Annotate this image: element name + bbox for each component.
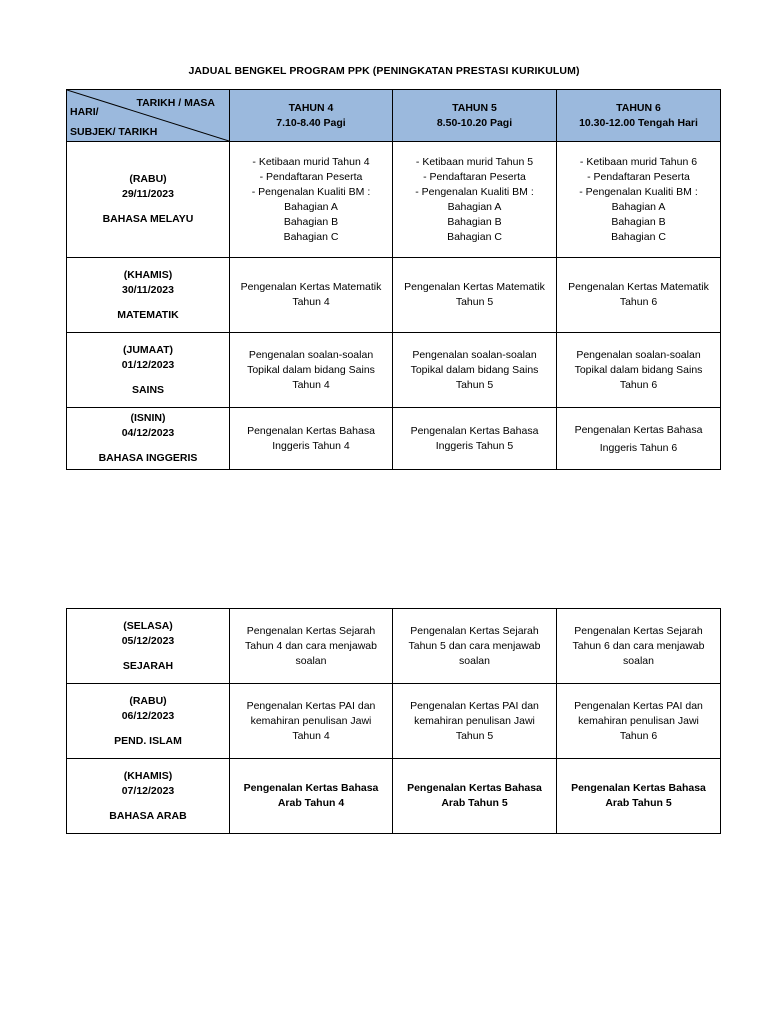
activity-cell [393,408,557,470]
activity-line: Topikal dalam bidang Sains [574,363,703,376]
date-label: 01/12/2023 [121,358,175,371]
day-label: (KHAMIS) [123,268,173,281]
corner-label-subject-date: SUBJEK/ TARIKH [70,126,158,138]
activity-line: Pengenalan soalan-soalan [576,348,701,361]
activity-line: Pengenalan Kertas Bahasa [243,782,379,794]
column-name: TAHUN 5 [452,101,497,114]
table-row [67,759,721,834]
corner-header-cell [67,90,230,142]
activity-line: Topikal dalam bidang Sains [410,363,539,376]
day-label: (KHAMIS) [123,769,173,782]
activity-line: Bahagian B [611,215,666,228]
corner-label-date-time: TARIKH / MASA [136,97,215,109]
activity-cell [230,759,393,834]
subject-label: BAHASA MELAYU [102,213,194,225]
activity-line: Tahun 5 dan cara menjawab [408,639,541,652]
activity-line: - Pengenalan Kualiti BM : [579,185,698,198]
day-label: (RABU) [129,173,167,185]
date-label: 30/11/2023 [122,283,174,296]
activity-line: Pengenalan Kertas Sejarah [410,624,539,637]
activity-line: Tahun 6 dan cara menjawab [572,639,705,652]
table-row [67,142,721,258]
day-label: (JUMAAT) [123,343,173,356]
activity-cell [557,609,721,684]
activity-line: Pengenalan Kertas Matematik [404,281,545,293]
subject-label: SEJARAH [122,659,174,672]
activity-line: soalan [623,654,654,667]
corner-label-day: HARI/ [70,106,99,118]
activity-line: Tahun 5 [455,729,494,742]
activity-line: Bahagian A [284,200,338,213]
subject-label: PEND. ISLAM [114,734,182,747]
activity-line: Inggeris Tahun 6 [599,441,678,454]
date-label: 04/12/2023 [121,427,175,439]
activity-line: Inggeris Tahun 4 [272,439,350,452]
header-row [67,90,721,142]
activity-cell [230,258,393,333]
column-name: TAHUN 6 [616,101,661,114]
table-row [67,609,721,684]
schedule-table-continued [66,608,721,834]
activity-line: Pengenalan soalan-soalan [412,348,537,361]
activity-line: Arab Tahun 5 [441,797,508,809]
activity-line: Tahun 6 [619,378,658,391]
activity-line: Tahun 4 [292,378,330,391]
activity-line: - Pengenalan Kualiti BM : [415,185,534,198]
column-name: TAHUN 4 [288,101,334,114]
activity-line: soalan [295,654,327,667]
activity-line: Topikal dalam bidang Sains [247,363,375,376]
activity-line: Tahun 4 [292,729,330,742]
table-row [67,258,721,333]
activity-cell [393,759,557,834]
activity-cell [393,333,557,408]
subject-label: MATEMATIK [117,308,179,321]
activity-line: Pengenalan Kertas Bahasa [407,782,542,794]
day-cell [67,142,230,258]
activity-line: Pengenalan Kertas PAI dan [410,699,539,712]
table-row [67,684,721,759]
activity-line: Bahagian C [447,230,502,243]
activity-line: Pengenalan Kertas Matematik [240,281,382,293]
activity-line: Bahagian B [283,215,339,228]
activity-cell [557,684,721,759]
subject-label: SAINS [131,383,165,396]
column-header-tahun-5 [393,90,557,142]
day-cell [67,333,230,408]
activity-line: kemahiran penulisan Jawi [414,714,535,727]
activity-line: - Pendaftaran Peserta [423,170,526,183]
activity-cell [557,333,721,408]
activity-cell [557,759,721,834]
activity-line: Pengenalan Kertas Bahasa [247,424,375,437]
subject-label: BAHASA INGGERIS [98,452,198,464]
table-row [67,333,721,408]
activity-line: Arab Tahun 4 [277,797,345,809]
day-cell [67,609,230,684]
day-cell [67,258,230,333]
column-time: 10.30-12.00 Tengah Hari [579,116,698,129]
activity-line: Pengenalan Kertas Bahasa [410,424,539,437]
activity-line: Tahun 4 [292,296,330,308]
activity-cell [230,609,393,684]
day-cell [67,684,230,759]
day-label: (RABU) [129,694,167,707]
column-time: 7.10-8.40 Pagi [276,116,346,129]
activity-line: Inggeris Tahun 5 [435,439,514,452]
activity-cell [230,408,393,470]
activity-line: Tahun 5 [455,378,494,391]
activity-line: - Pendaftaran Peserta [587,170,690,183]
activity-cell [393,609,557,684]
activity-line: - Pendaftaran Peserta [259,170,363,183]
subject-label: BAHASA ARAB [109,809,187,822]
activity-cell [393,142,557,258]
column-header-tahun-4 [230,90,393,142]
activity-line: - Pengenalan Kualiti BM : [251,185,371,198]
activity-line: Pengenalan Kertas Bahasa [571,782,706,794]
activity-line: Bahagian A [611,200,666,213]
activity-line: Pengenalan Kertas Bahasa [574,423,703,436]
activity-cell [557,408,721,470]
activity-cell [230,333,393,408]
activity-line: Pengenalan Kertas Matematik [568,281,709,293]
activity-cell [557,142,721,258]
activity-line: soalan [459,654,490,667]
schedule-table [66,89,721,470]
column-time: 8.50-10.20 Pagi [436,116,513,129]
date-label: 07/12/2023 [121,784,175,797]
activity-cell [393,258,557,333]
day-label: (ISNIN) [130,412,166,424]
date-label: 06/12/2023 [121,709,175,722]
activity-line: Arab Tahun 5 [605,797,672,809]
activity-line: Tahun 6 [619,729,658,742]
activity-line: - Ketibaan murid Tahun 5 [415,155,534,168]
activity-line: Bahagian C [611,230,666,243]
activity-line: Pengenalan Kertas Sejarah [246,624,376,637]
activity-line: kemahiran penulisan Jawi [578,714,699,727]
date-label: 29/11/2023 [122,188,174,200]
activity-cell [393,684,557,759]
activity-line: Bahagian B [447,215,502,228]
activity-cell [557,258,721,333]
activity-line: Bahagian A [447,200,502,213]
day-cell [67,408,230,470]
activity-line: Tahun 4 dan cara menjawab [245,639,377,652]
activity-line: Pengenalan Kertas PAI dan [246,699,376,712]
activity-cell [230,142,393,258]
day-cell [67,759,230,834]
activity-line: Pengenalan Kertas Sejarah [574,624,703,637]
column-header-tahun-6 [557,90,721,142]
activity-line: - Ketibaan murid Tahun 6 [579,155,698,168]
day-label: (SELASA) [123,619,173,632]
table-row [67,408,721,470]
activity-line: Bahagian C [283,230,339,243]
document-title: JADUAL BENGKEL PROGRAM PPK (PENINGKATAN PRESTASI KURIKULUM) [188,65,580,77]
activity-line: Tahun 6 [619,296,658,308]
activity-line: Pengenalan soalan-soalan [248,348,374,361]
activity-line: kemahiran penulisan Jawi [250,714,372,727]
activity-line: Tahun 5 [455,296,494,308]
date-label: 05/12/2023 [121,634,175,647]
activity-cell [230,684,393,759]
activity-line: Pengenalan Kertas PAI dan [574,699,703,712]
activity-line: - Ketibaan murid Tahun 4 [252,155,370,168]
